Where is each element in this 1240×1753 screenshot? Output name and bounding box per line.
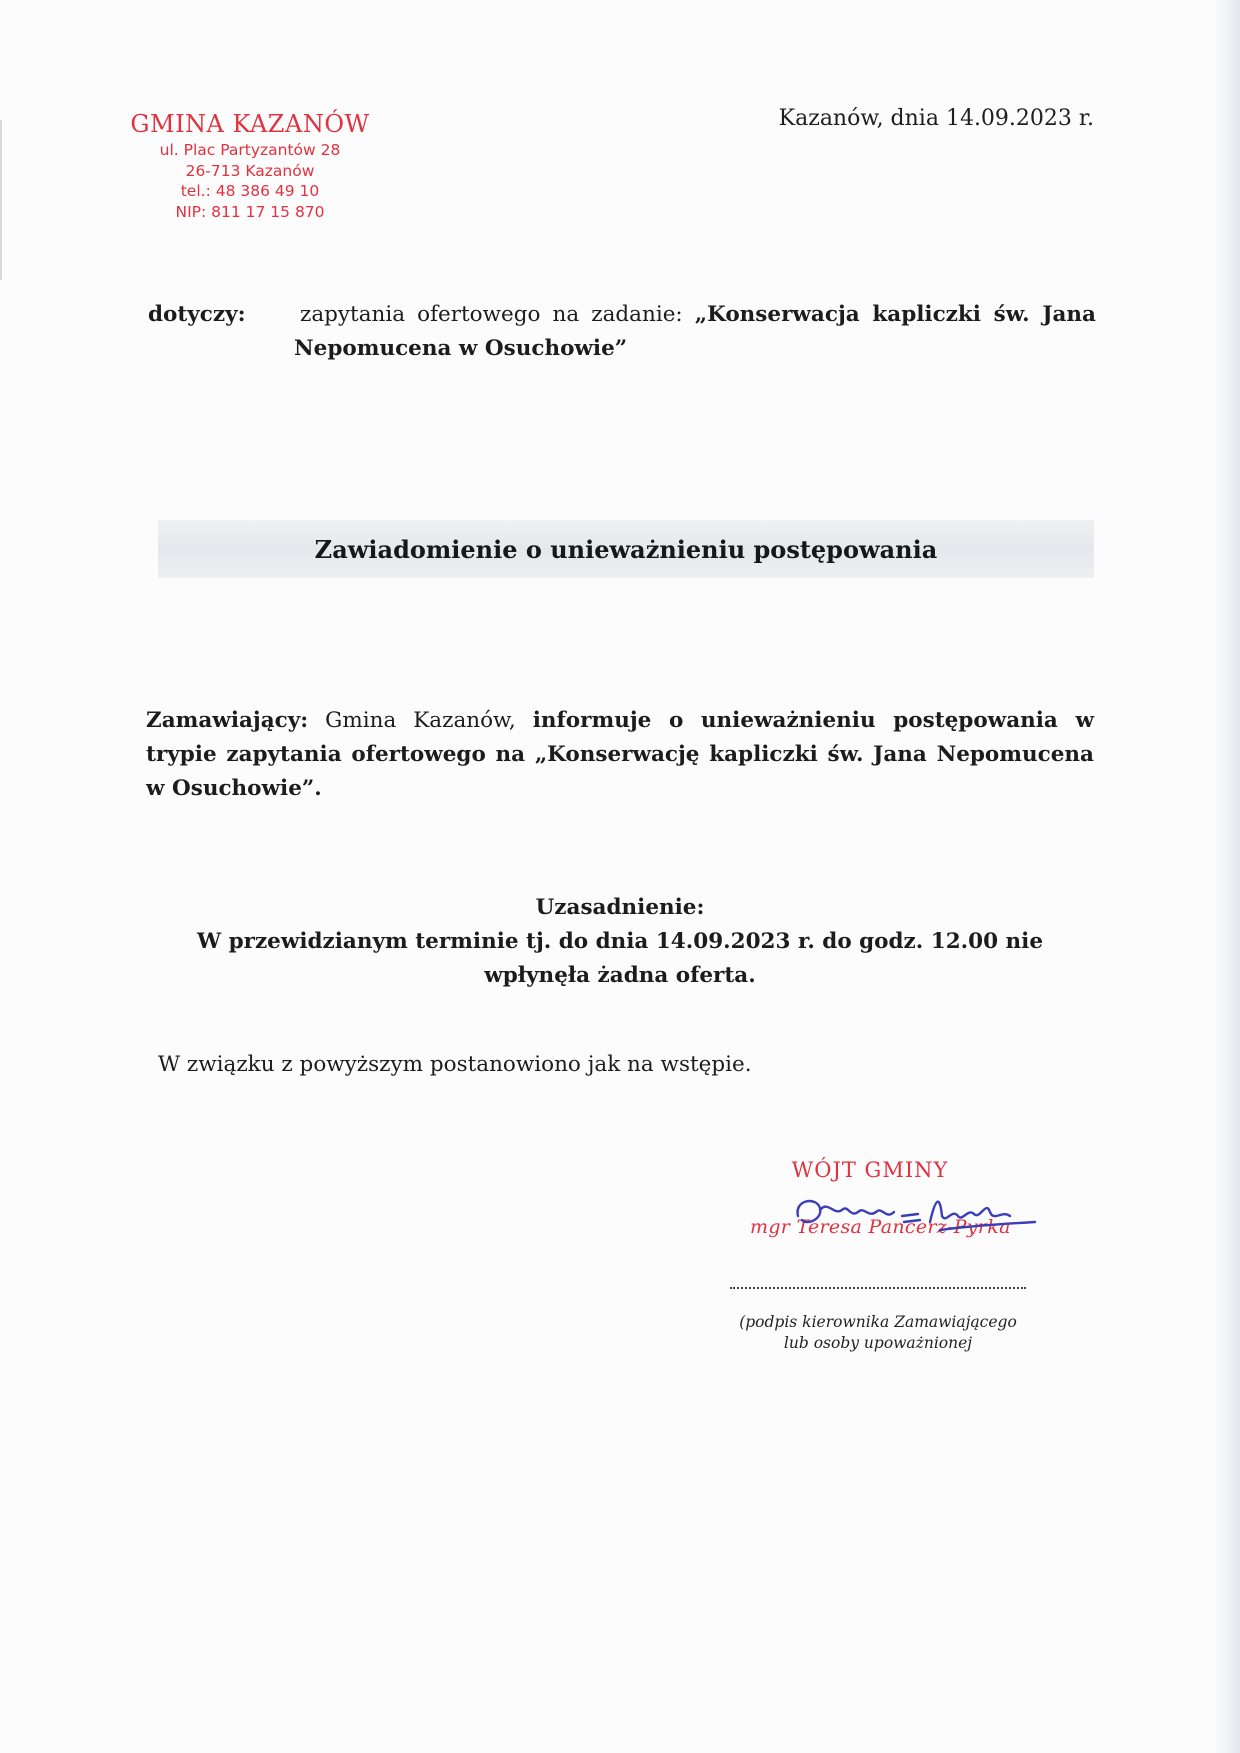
letterhead-postal: 26-713 Kazanów (185, 161, 315, 180)
signature-line (730, 1287, 1026, 1289)
handwritten-signature (790, 1186, 1040, 1246)
notice-title-bar (158, 520, 1094, 578)
justification-text: W przewidzianym terminie tj. do dnia 14.09.2023 r. do godz. 12.00 nie wpłynęła żadna oferta. (196, 929, 1044, 988)
concerns-label: dotyczy: (148, 302, 246, 327)
scan-edge-left (0, 120, 2, 280)
letterhead-stamp (110, 108, 390, 222)
closing-sentence: W związku z powyższym postanowiono jak na wstępie. (158, 1052, 752, 1077)
concerns-text-block (294, 298, 1096, 366)
stamp-title: WÓJT GMINY (791, 1158, 949, 1182)
concerns-text: zapytania ofertowego na zadanie: (300, 302, 683, 327)
justification-heading: Uzasadnienie: (535, 895, 705, 920)
letterhead-nip: NIP: 811 17 15 870 (175, 202, 325, 221)
caption-line-1: (podpis kierownika Zamawiającego (739, 1313, 1017, 1331)
body-entity: Gmina Kazanów, (325, 708, 516, 733)
body-statement: informuje o unieważnieniu postępowania w trypie zapytania ofertowego na „Konserwację kapliczki św. Jana Nepomucena w Osuchowie”. (146, 708, 1094, 801)
document-date: Kazanów, dnia 14.09.2023 r. (778, 106, 1094, 131)
signature-caption (730, 1312, 1026, 1354)
letterhead-phone: tel.: 48 386 49 10 (180, 182, 320, 200)
body-paragraph (146, 704, 1094, 806)
body-label: Zamawiający: (146, 708, 309, 733)
letterhead-name: GMINA KAZANÓW (130, 110, 370, 138)
stamp-name: mgr Teresa Pancerz-Pyrka (750, 1216, 1011, 1238)
notice-title: Zawiadomienie o unieważnieniu postępowania (314, 534, 938, 564)
concerns-section (148, 298, 1096, 366)
letterhead-street: ul. Plac Partyzantów 28 (159, 141, 341, 159)
concerns-task: „Konserwacja kapliczki św. Jana Nepomucena w Osuchowie” (294, 302, 1096, 361)
caption-line-2: lub osoby upoważnionej (783, 1334, 973, 1352)
scan-edge-right (1214, 0, 1240, 1753)
justification-section (146, 891, 1094, 993)
